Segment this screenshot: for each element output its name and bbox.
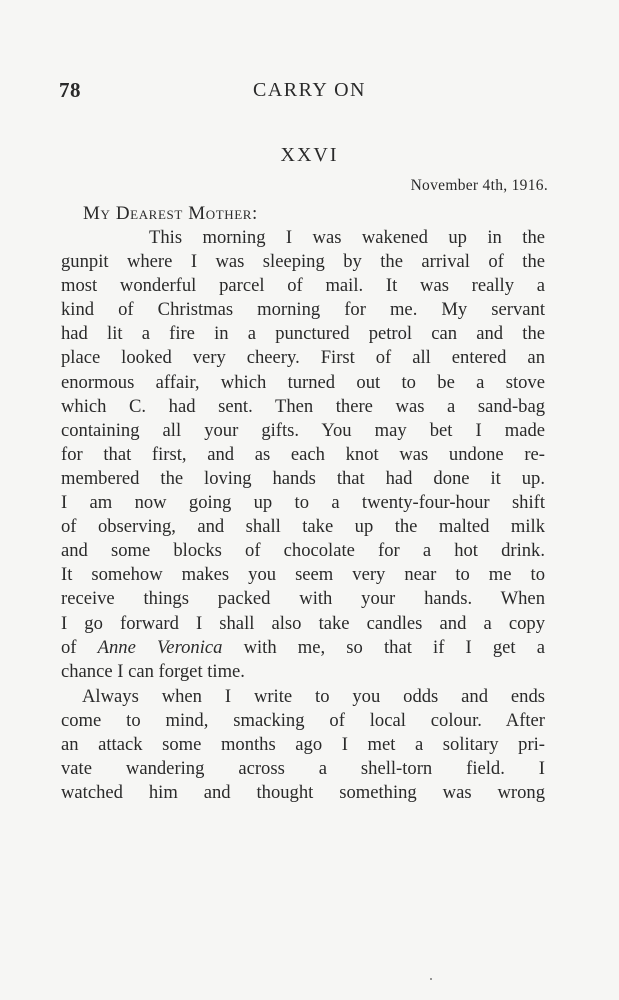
- text-line: for that first, and as each knot was undone re-: [61, 443, 545, 465]
- text-line: It somehow makes you seem very near to me to: [61, 564, 545, 586]
- text-line: membered the loving hands that had done it up.: [61, 467, 545, 489]
- text-line: containing all your gifts. You may bet I made: [61, 419, 545, 441]
- text-line: place looked very cheery. First of all entered an: [61, 347, 545, 369]
- paragraph-1: [61, 226, 545, 684]
- text-line: come to mind, smacking of local colour. After: [61, 709, 545, 731]
- text-line: and some blocks of chocolate for a hot drink.: [61, 540, 545, 562]
- book-title: Anne Veronica: [97, 636, 223, 658]
- text-line: chance I can forget time.: [61, 660, 245, 682]
- page-number: 78: [59, 78, 81, 102]
- text-fragment: of: [61, 636, 98, 658]
- text-line: had lit a fire in a punctured petrol can and the: [61, 323, 545, 345]
- letter-salutation: My Dearest Mother:: [83, 203, 258, 224]
- letter-date: November 4th, 1916.: [410, 177, 548, 194]
- paper-speck: [430, 978, 432, 980]
- text-line: I am now going up to a twenty-four-hour shift: [61, 492, 545, 514]
- letter-body: [61, 226, 545, 805]
- text-line: enormous affair, which turned out to be a stove: [61, 371, 545, 393]
- text-fragment: with me, so that if I get a: [222, 636, 545, 658]
- text-line: receive things packed with your hands. When: [61, 588, 545, 610]
- paragraph-2: [61, 685, 545, 805]
- text-line: vate wandering across a shell-torn field. I: [61, 758, 545, 780]
- text-line: kind of Christmas morning for me. My servant: [61, 299, 545, 321]
- running-head: CARRY ON: [253, 79, 366, 101]
- text-line: which C. had sent. Then there was a sand-bag: [61, 395, 545, 417]
- text-line: gunpit where I was sleeping by the arrival of the: [61, 251, 545, 273]
- text-line: Always when I write to you odds and ends: [82, 685, 545, 707]
- text-line: most wonderful parcel of mail. It was really a: [61, 275, 545, 297]
- text-line: of observing, and shall take up the malted milk: [61, 516, 545, 538]
- chapter-number: XXVI: [280, 144, 339, 166]
- text-line: watched him and thought something was wrong: [61, 782, 545, 804]
- text-line: I go forward I shall also take candles and a copy: [61, 612, 545, 634]
- text-line: This morning I was wakened up in the: [149, 227, 545, 248]
- text-line-with-title: [61, 636, 545, 660]
- text-line: an attack some months ago I met a solitary pri-: [61, 733, 545, 755]
